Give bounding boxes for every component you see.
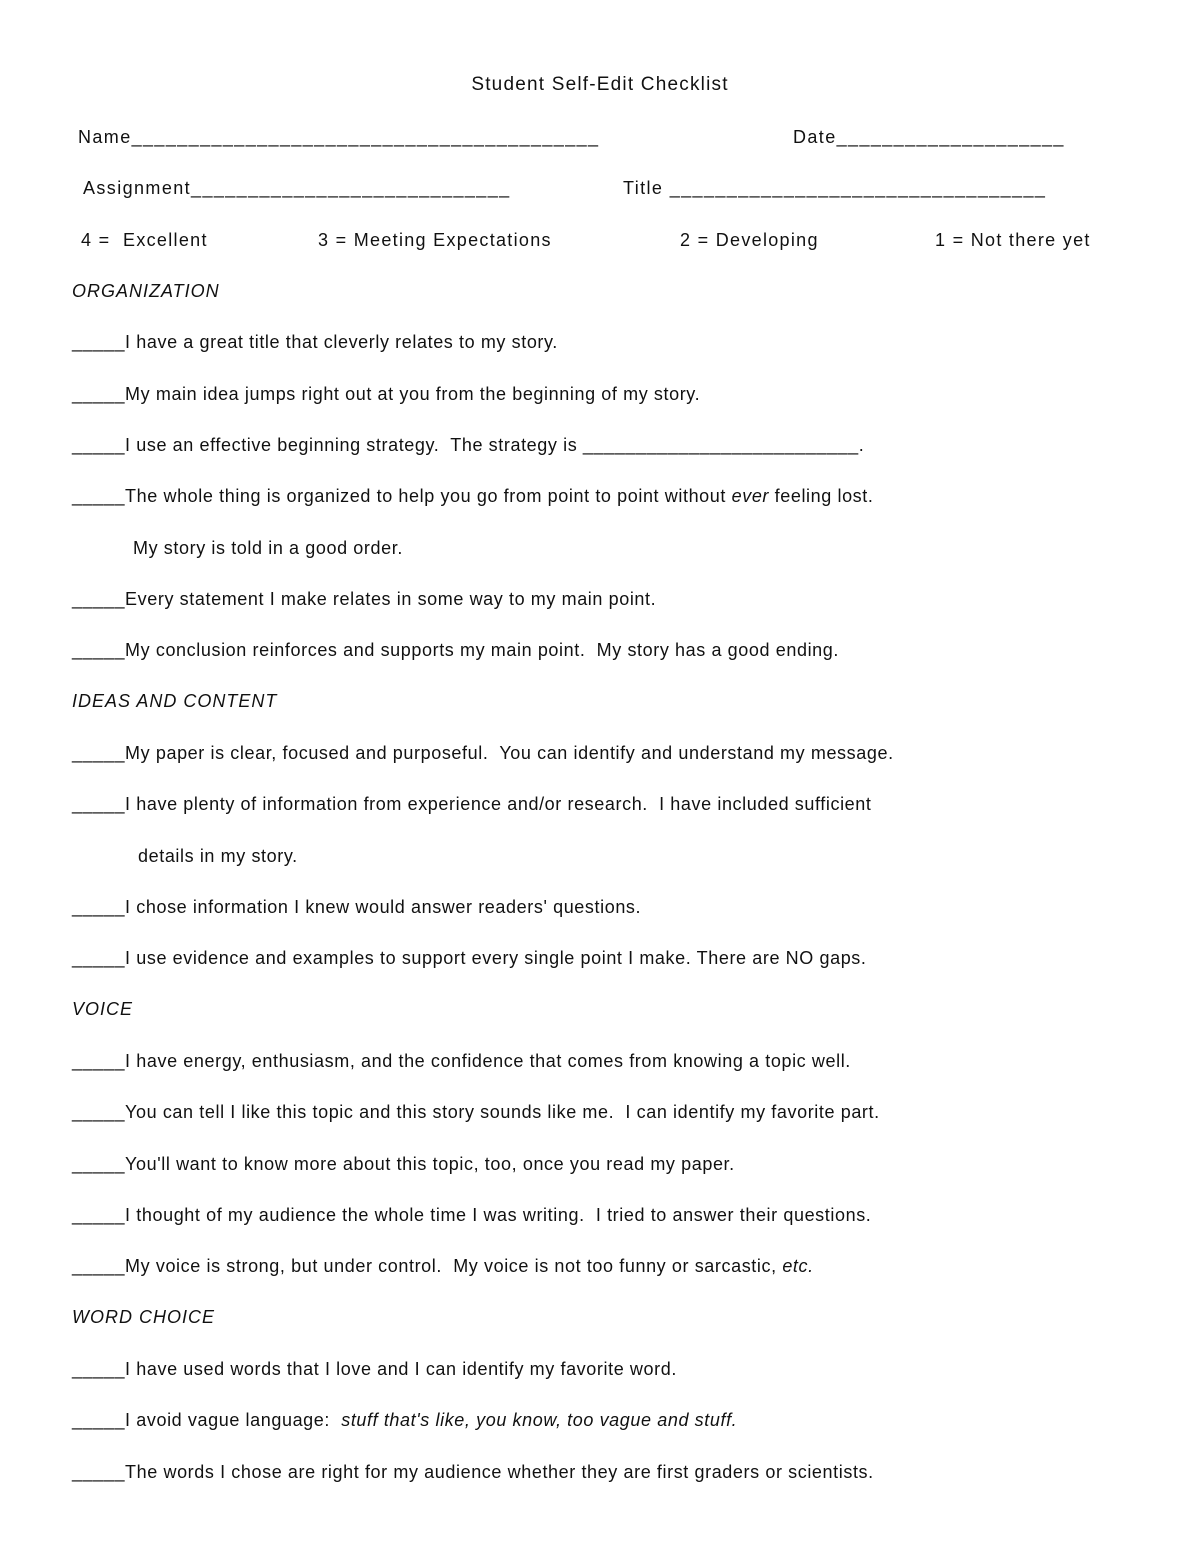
item-text: _____I avoid vague language: xyxy=(72,1410,342,1430)
scale-not-there-yet: 1 = Not there yet xyxy=(935,230,1091,250)
checklist-item[interactable]: _____I have energy, enthusiasm, and the confidence that comes from knowing a topic well. xyxy=(72,1051,851,1071)
item-emphasis: ever xyxy=(731,486,770,506)
page-title: Student Self-Edit Checklist xyxy=(471,74,729,95)
item-text: _____The whole thing is organized to help you go from point to point without xyxy=(72,486,732,506)
checklist-item[interactable]: _____My paper is clear, focused and purposeful. You can identify and understand my message. xyxy=(72,743,894,763)
checklist-item[interactable]: _____I chose information I knew would answer readers' questions. xyxy=(72,897,642,917)
section-heading-ideas-and-content: IDEAS AND CONTENT xyxy=(72,691,278,711)
scale-meeting-expectations: 3 = Meeting Expectations xyxy=(318,230,552,250)
checklist-item[interactable]: _____The words I chose are right for my audience whether they are first graders or scientists. xyxy=(72,1462,874,1482)
item-emphasis: stuff that's like, you know, too vague and stuff. xyxy=(341,1410,738,1430)
item-emphasis: etc. xyxy=(782,1256,814,1276)
checklist-item[interactable]: _____My conclusion reinforces and supports my main point. My story has a good ending. xyxy=(72,640,839,660)
checklist-item[interactable]: _____I use evidence and examples to support every single point I make. There are NO gaps. xyxy=(72,948,867,968)
date-field[interactable]: Date____________________ xyxy=(793,127,1065,147)
checklist-item[interactable]: _____My main idea jumps right out at you from the beginning of my story. xyxy=(72,384,701,404)
checklist-item-continuation: details in my story. xyxy=(138,846,298,866)
checklist-item[interactable] xyxy=(72,1409,737,1431)
checklist-item[interactable]: _____You can tell I like this topic and this story sounds like me. I can identify my favorite part. xyxy=(72,1102,880,1122)
checklist-item[interactable]: _____You'll want to know more about this topic, too, once you read my paper. xyxy=(72,1154,735,1174)
assignment-field[interactable]: Assignment____________________________ xyxy=(83,178,511,198)
item-text: feeling lost. xyxy=(769,486,874,506)
scale-developing: 2 = Developing xyxy=(680,230,819,250)
name-field[interactable]: Name_________________________________________ xyxy=(78,127,600,147)
checklist-item[interactable]: _____I have used words that I love and I can identify my favorite word. xyxy=(72,1359,677,1379)
scale-excellent: 4 = Excellent xyxy=(81,230,208,250)
checklist-item[interactable]: _____I have plenty of information from experience and/or research. I have included sufficient xyxy=(72,794,872,814)
section-heading-organization: ORGANIZATION xyxy=(72,281,220,301)
checklist-item[interactable] xyxy=(72,1255,814,1277)
checklist-item[interactable]: _____I use an effective beginning strategy. The strategy is __________________________. xyxy=(72,435,865,455)
checklist-item[interactable]: _____I have a great title that cleverly relates to my story. xyxy=(72,332,558,352)
checklist-item[interactable] xyxy=(72,485,874,507)
checklist-item[interactable]: _____I thought of my audience the whole time I was writing. I tried to answer their questions. xyxy=(72,1205,872,1225)
checklist-item-continuation: My story is told in a good order. xyxy=(133,538,403,558)
checklist-item[interactable]: _____Every statement I make relates in some way to my main point. xyxy=(72,589,657,609)
section-heading-voice: VOICE xyxy=(72,999,134,1019)
title-field[interactable]: Title _________________________________ xyxy=(623,178,1047,198)
section-heading-word-choice: WORD CHOICE xyxy=(72,1307,215,1327)
item-text: _____My voice is strong, but under control. My voice is not too funny or sarcastic, xyxy=(72,1256,783,1276)
